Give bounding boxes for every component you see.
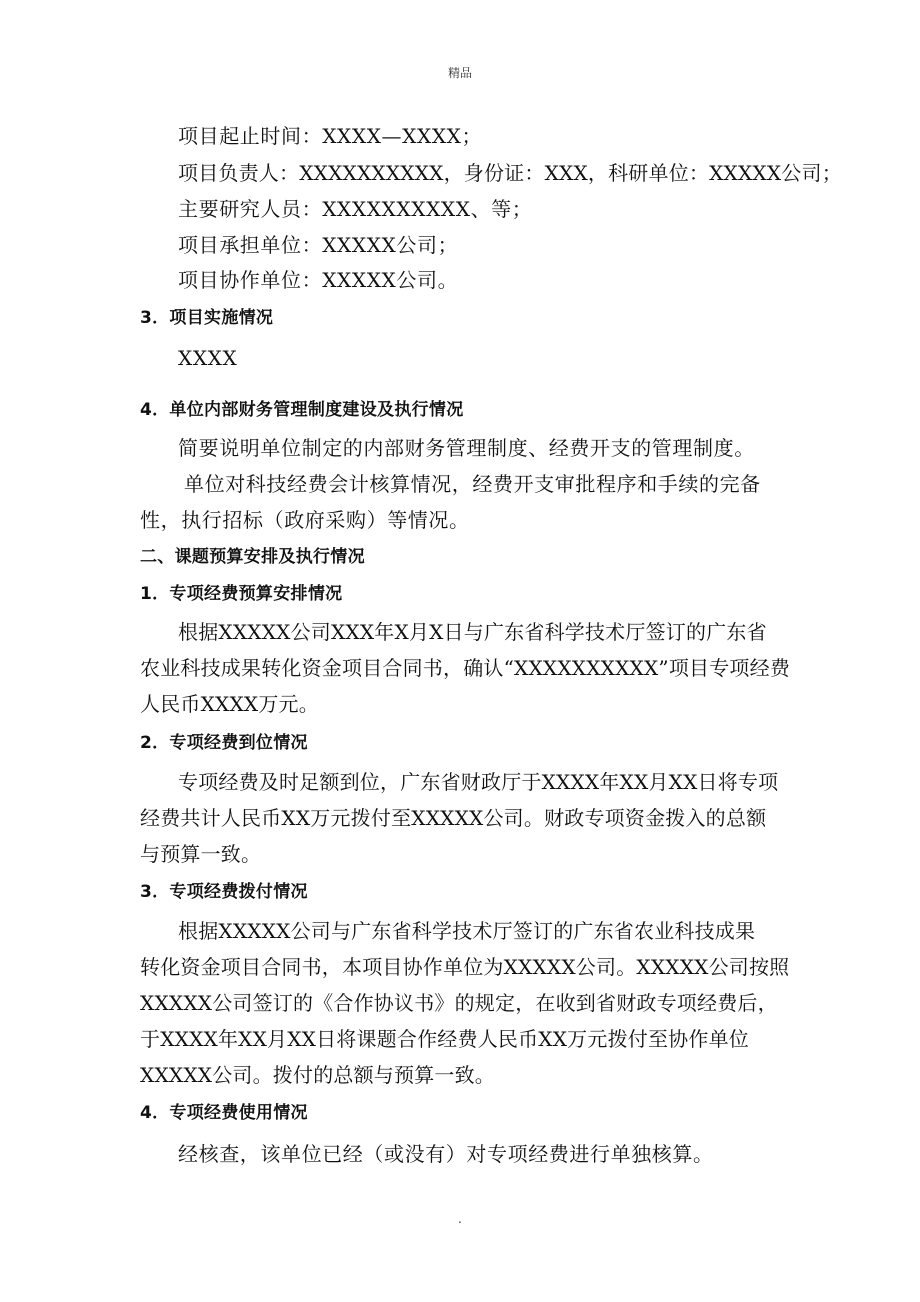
implementation-body: XXXX	[178, 346, 238, 370]
funds-usage-line-1: 经核查，该单位已经（或没有）对专项经费进行单独核算。	[178, 1142, 714, 1166]
financial-system-line-1: 简要说明单位制定的内部财务管理制度、经费开支的管理制度。	[178, 436, 755, 460]
budget-arrangement-line-1: 根据XXXXX公司XXX年X月X日与广东省科学技术厅签订的广东省	[178, 620, 767, 644]
heading-financial-system: 4．单位内部财务管理制度建设及执行情况	[140, 400, 464, 420]
project-period-line: 项目起止时间：XXXX—XXXX；	[178, 124, 483, 148]
budget-arrangement-line-3: 人民币XXXX万元。	[140, 692, 319, 716]
heading-funds-usage: 4．专项经费使用情况	[140, 1103, 308, 1123]
heading-part-two: 二、课题预算安排及执行情况	[140, 547, 365, 567]
project-leader-line: 项目负责人：XXXXXXXXXX，身份证：XXX，科研单位：XXXXX公司；	[178, 161, 842, 185]
funds-disbursement-line-1: 根据XXXXX公司与广东省科学技术厅签订的广东省农业科技成果	[178, 919, 756, 943]
budget-arrangement-line-2: 农业科技成果转化资金项目合同书，确认“XXXXXXXXXX”项目专项经费	[140, 656, 791, 680]
funds-disbursement-line-2: 转化资金项目合同书，本项目协作单位为XXXXX公司。XXXXX公司按照	[140, 955, 790, 979]
heading-funds-arrival: 2．专项经费到位情况	[140, 733, 308, 753]
funds-arrival-line-3: 与预算一致。	[140, 842, 262, 866]
page-footer: .	[458, 1212, 462, 1226]
funds-disbursement-line-3: XXXXX公司签订的《合作协议书》的规定，在收到省财政专项经费后，	[140, 991, 778, 1015]
heading-budget-arrangement: 1．专项经费预算安排情况	[140, 584, 343, 604]
funds-arrival-line-2: 经费共计人民币XX万元拨付至XXXXX公司。财政专项资金拨入的总额	[140, 806, 767, 830]
main-researchers-line: 主要研究人员：XXXXXXXXXX、等；	[178, 197, 533, 221]
heading-implementation: 3．项目实施情况	[140, 308, 274, 328]
financial-system-line-3: 性，执行招标（政府采购）等情况。	[140, 508, 470, 532]
funds-disbursement-line-4: 于XXXX年XX月XX日将课题合作经费人民币XX万元拨付至协作单位	[140, 1027, 749, 1051]
funds-disbursement-line-5: XXXXX公司。拨付的总额与预算一致。	[140, 1063, 495, 1087]
page-header: 精品	[447, 66, 472, 80]
heading-funds-disbursement: 3．专项经费拨付情况	[140, 882, 308, 902]
cooperating-unit-line: 项目协作单位：XXXXX公司。	[178, 268, 459, 292]
undertaking-unit-line: 项目承担单位：XXXXX公司；	[178, 233, 459, 257]
financial-system-line-2: 单位对科技经费会计核算情况，经费开支审批程序和手续的完备	[184, 472, 761, 496]
funds-arrival-line-1: 专项经费及时足额到位，广东省财政厅于XXXX年XX月XX日将专项	[178, 770, 779, 794]
